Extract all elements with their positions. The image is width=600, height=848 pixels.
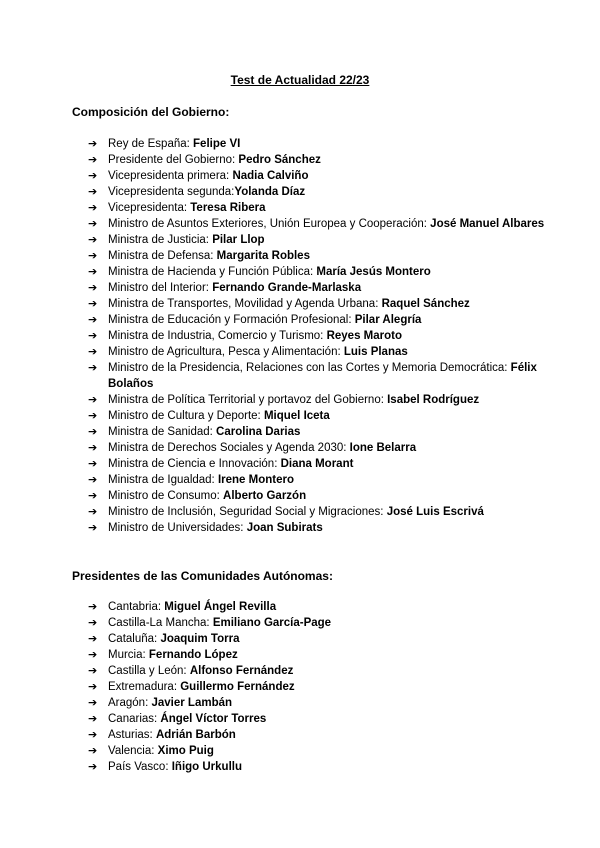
list-item <box>88 504 548 520</box>
item-name: Felipe VI <box>193 138 241 150</box>
item-name: Fernando Grande-Marlaska <box>212 282 362 294</box>
list-item <box>88 663 548 679</box>
list-item <box>88 520 548 536</box>
list-item <box>88 695 548 711</box>
arrow-bullet-icon: ➔ <box>88 697 98 709</box>
list-item <box>88 424 548 440</box>
list-item <box>88 615 548 631</box>
list-item <box>88 631 548 647</box>
arrow-bullet-icon: ➔ <box>88 346 98 358</box>
arrow-bullet-icon: ➔ <box>88 282 98 294</box>
arrow-bullet-icon: ➔ <box>88 330 98 342</box>
arrow-bullet-icon: ➔ <box>88 474 98 486</box>
arrow-bullet-icon: ➔ <box>88 729 98 741</box>
list-item <box>88 344 548 360</box>
arrow-bullet-icon: ➔ <box>88 138 98 150</box>
arrow-bullet-icon: ➔ <box>88 218 98 230</box>
list-item <box>88 296 548 312</box>
item-role: Ministra de Hacienda y Función Pública: <box>108 266 317 278</box>
list-item <box>88 264 548 280</box>
list-item <box>88 727 548 743</box>
item-name: Pilar Alegría <box>354 314 422 326</box>
item-role: Ministro de la Presidencia, Relaciones con las Cortes y Memoria Democrática: <box>108 362 511 374</box>
item-role: Ministro de Universidades: <box>108 522 247 534</box>
list-item <box>88 216 548 232</box>
gobierno-list <box>88 136 548 536</box>
section-heading-gobierno: Composición del Gobierno: <box>72 105 230 119</box>
item-name: Teresa Ribera <box>190 202 266 214</box>
arrow-bullet-icon: ➔ <box>88 745 98 757</box>
arrow-bullet-icon: ➔ <box>88 665 98 677</box>
item-name: Emiliano García-Page <box>212 617 332 629</box>
item-role: Ministro de Asuntos Exteriores, Unión Europea y Cooperación: <box>108 218 431 230</box>
list-item <box>88 312 548 328</box>
arrow-bullet-icon: ➔ <box>88 266 98 278</box>
item-role: Presidente del Gobierno: <box>108 154 239 166</box>
comunidades-list <box>88 599 548 775</box>
arrow-bullet-icon: ➔ <box>88 761 98 773</box>
list-item <box>88 136 548 152</box>
item-role: Canarias: <box>108 713 161 725</box>
item-name: Irene Montero <box>217 474 294 486</box>
item-name: Ione Belarra <box>349 442 417 454</box>
arrow-bullet-icon: ➔ <box>88 522 98 534</box>
list-item <box>88 647 548 663</box>
item-name: Yolanda Díaz <box>234 186 306 198</box>
arrow-bullet-icon: ➔ <box>88 442 98 454</box>
item-name: Iñigo Urkullu <box>171 761 242 773</box>
list-item <box>88 711 548 727</box>
arrow-bullet-icon: ➔ <box>88 234 98 246</box>
arrow-bullet-icon: ➔ <box>88 601 98 613</box>
item-role: Ministra de Ciencia e Innovación: <box>108 458 281 470</box>
arrow-bullet-icon: ➔ <box>88 154 98 166</box>
arrow-bullet-icon: ➔ <box>88 506 98 518</box>
list-item <box>88 232 548 248</box>
arrow-bullet-icon: ➔ <box>88 633 98 645</box>
item-name: Alfonso Fernández <box>189 665 294 677</box>
arrow-bullet-icon: ➔ <box>88 426 98 438</box>
list-item <box>88 759 548 775</box>
arrow-bullet-icon: ➔ <box>88 394 98 406</box>
item-name: Isabel Rodríguez <box>387 394 480 406</box>
item-role: Vicepresidenta primera: <box>108 170 233 182</box>
item-role: Extremadura: <box>108 681 181 693</box>
item-name: Guillermo Fernández <box>180 681 295 693</box>
item-role: Ministra de Transportes, Movilidad y Agenda Urbana: <box>108 298 382 310</box>
arrow-bullet-icon: ➔ <box>88 170 98 182</box>
item-name: Fernando López <box>148 649 238 661</box>
item-role: Ministro de Agricultura, Pesca y Alimentación: <box>108 346 344 358</box>
list-item <box>88 456 548 472</box>
list-item <box>88 168 548 184</box>
list-item <box>88 184 548 200</box>
item-role: Ministro de Consumo: <box>108 490 224 502</box>
list-item <box>88 392 548 408</box>
item-role: Ministra de Igualdad: <box>108 474 218 486</box>
item-name: Carolina Darias <box>216 426 301 438</box>
item-name: Alberto Garzón <box>223 490 307 502</box>
item-role: Ministra de Política Territorial y portavoz del Gobierno: <box>108 394 388 406</box>
item-role: Vicepresidenta: <box>108 202 191 214</box>
arrow-bullet-icon: ➔ <box>88 681 98 693</box>
arrow-bullet-icon: ➔ <box>88 617 98 629</box>
item-role: Valencia: <box>108 745 158 757</box>
item-role: Ministra de Defensa: <box>108 250 217 262</box>
item-name: José Luis Escrivá <box>386 506 484 518</box>
list-item <box>88 280 548 296</box>
arrow-bullet-icon: ➔ <box>88 713 98 725</box>
item-name: Luis Planas <box>343 346 408 358</box>
item-role: Vicepresidenta segunda: <box>108 186 235 198</box>
item-name: Nadia Calviño <box>232 170 309 182</box>
arrow-bullet-icon: ➔ <box>88 186 98 198</box>
item-role: Murcia: <box>108 649 149 661</box>
arrow-bullet-icon: ➔ <box>88 649 98 661</box>
item-role: Ministra de Industria, Comercio y Turismo: <box>108 330 327 342</box>
list-item <box>88 408 548 424</box>
arrow-bullet-icon: ➔ <box>88 362 98 374</box>
item-name: Joaquim Torra <box>160 633 240 645</box>
list-item <box>88 152 548 168</box>
item-name: Joan Subirats <box>246 522 323 534</box>
list-item <box>88 743 548 759</box>
item-name: Miquel Iceta <box>263 410 330 422</box>
item-name: María Jesús Montero <box>316 266 431 278</box>
list-item <box>88 599 548 615</box>
item-role: Aragón: <box>108 697 152 709</box>
item-name: Félix Bolaños <box>108 362 537 390</box>
list-item <box>88 200 548 216</box>
item-name: Miguel Ángel Revilla <box>164 601 277 613</box>
item-name: Raquel Sánchez <box>381 298 470 310</box>
item-role: Ministra de Justicia: <box>108 234 213 246</box>
list-item <box>88 488 548 504</box>
arrow-bullet-icon: ➔ <box>88 314 98 326</box>
section-heading-comunidades: Presidentes de las Comunidades Autónomas: <box>72 569 333 583</box>
item-name: Ximo Puig <box>157 745 214 757</box>
item-name: Adrián Barbón <box>155 729 236 741</box>
list-item <box>88 440 548 456</box>
item-role: Ministro de Cultura y Deporte: <box>108 410 264 422</box>
item-name: Reyes Maroto <box>326 330 402 342</box>
item-name: Javier Lambán <box>151 697 233 709</box>
item-role: Cataluña: <box>108 633 161 645</box>
item-name: José Manuel Albares <box>430 218 545 230</box>
arrow-bullet-icon: ➔ <box>88 458 98 470</box>
item-role: Ministra de Educación y Formación Profesional: <box>108 314 355 326</box>
item-role: Cantabria: <box>108 601 165 613</box>
arrow-bullet-icon: ➔ <box>88 490 98 502</box>
item-name: Ángel Víctor Torres <box>160 713 267 725</box>
arrow-bullet-icon: ➔ <box>88 202 98 214</box>
page-title: Test de Actualidad 22/23 <box>230 73 370 87</box>
list-item <box>88 679 548 695</box>
item-role: Ministra de Sanidad: <box>108 426 217 438</box>
item-role: Rey de España: <box>108 138 194 150</box>
item-name: Diana Morant <box>280 458 354 470</box>
arrow-bullet-icon: ➔ <box>88 410 98 422</box>
item-role: Asturias: <box>108 729 156 741</box>
item-name: Pilar Llop <box>212 234 265 246</box>
arrow-bullet-icon: ➔ <box>88 250 98 262</box>
item-role: Ministra de Derechos Sociales y Agenda 2030: <box>108 442 350 454</box>
list-item <box>88 328 548 344</box>
item-role: País Vasco: <box>108 761 172 773</box>
item-role: Castilla y León: <box>108 665 190 677</box>
list-item <box>88 472 548 488</box>
list-item <box>88 360 548 392</box>
item-role: Castilla-La Mancha: <box>108 617 213 629</box>
item-name: Pedro Sánchez <box>238 154 321 166</box>
list-item <box>88 248 548 264</box>
item-name: Margarita Robles <box>216 250 310 262</box>
arrow-bullet-icon: ➔ <box>88 298 98 310</box>
item-role: Ministro de Inclusión, Seguridad Social y Migraciones: <box>108 506 387 518</box>
item-role: Ministro del Interior: <box>108 282 213 294</box>
